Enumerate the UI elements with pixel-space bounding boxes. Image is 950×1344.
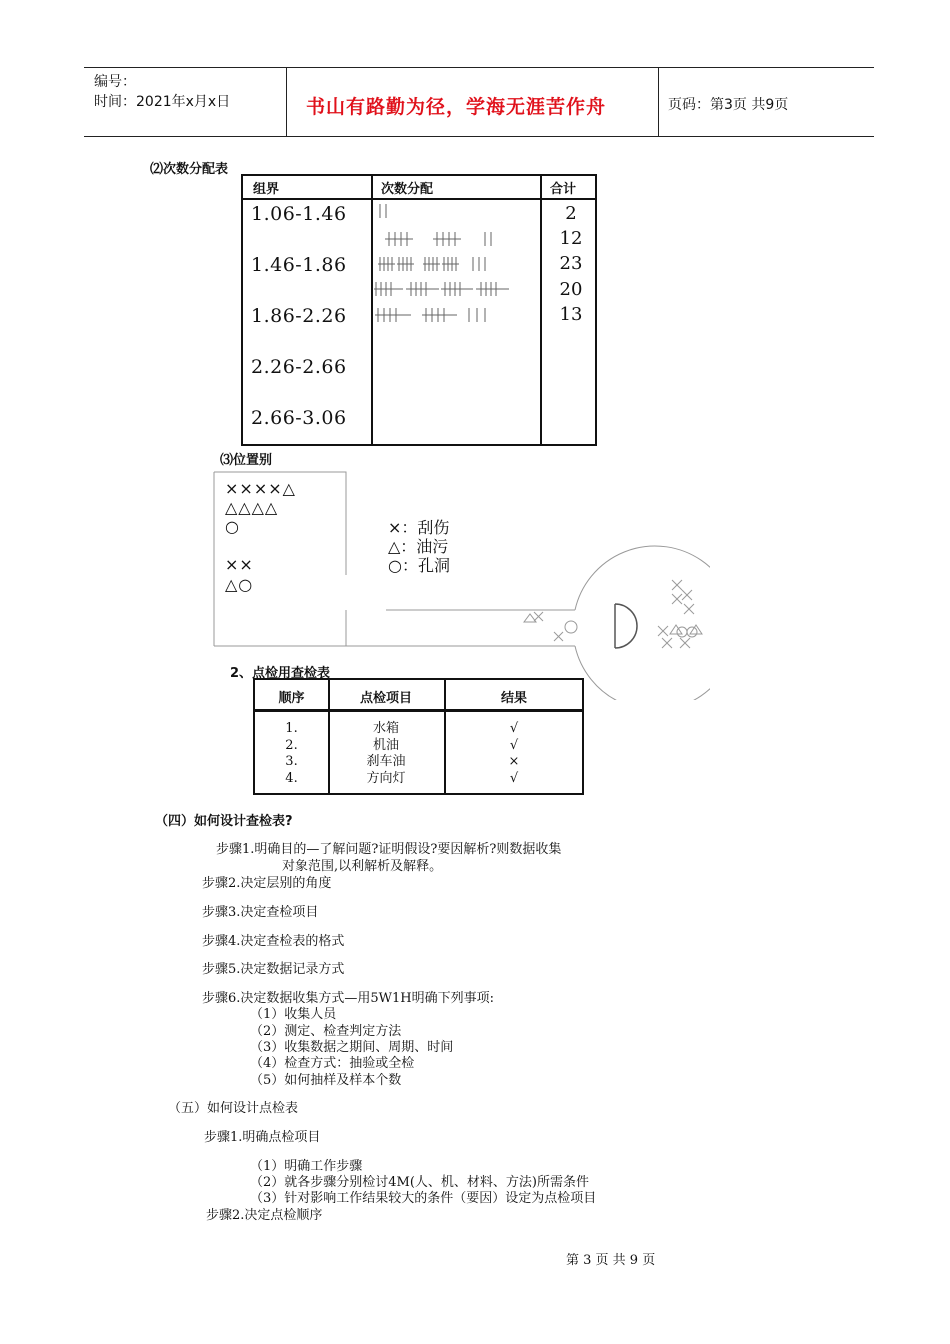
design-step1-a: 步骤1.明确目的—了解问题?证明假设?要因解析?则数据收集 bbox=[216, 842, 562, 857]
chk-header-order: 顺序 bbox=[278, 691, 305, 706]
frequency-table bbox=[241, 174, 597, 446]
chk-result-1: √ bbox=[509, 721, 519, 736]
design-step6-item-5: （5）如何抽样及样本个数 bbox=[250, 1073, 402, 1088]
design-step4: 步骤4.决定查检表的格式 bbox=[202, 934, 345, 949]
chk-item-2: 机油 bbox=[372, 738, 399, 753]
tally-row-3 bbox=[378, 257, 485, 271]
design-step6-item-3: （3）收集数据之期间、周期、时间 bbox=[250, 1040, 454, 1055]
point-section-title: （五）如何设计点检表 bbox=[168, 1101, 299, 1116]
freq-total-5: 13 bbox=[559, 304, 583, 325]
freq-range-2: 1.46-1.86 bbox=[251, 254, 347, 276]
chk-result-3: × bbox=[508, 754, 520, 769]
footer-page-number: 第 3 页 共 9 页 bbox=[566, 1253, 656, 1268]
freq-range-4: 2.26-2.66 bbox=[251, 356, 347, 378]
freq-range-3: 1.86-2.26 bbox=[251, 305, 347, 327]
point-step1-item-3: （3）针对影响工作结果较大的条件（要因）设定为点检项目 bbox=[250, 1191, 597, 1206]
check-table bbox=[253, 678, 584, 795]
header-page-label: 页码：第3页 共9页 bbox=[668, 97, 789, 113]
design-step6-item-2: （2）测定、检查判定方法 bbox=[250, 1024, 402, 1039]
header-bottom-rule bbox=[84, 136, 874, 137]
design-step2: 步骤2.决定层别的角度 bbox=[202, 876, 332, 891]
point-step2: 步骤2.决定点检顺序 bbox=[206, 1208, 323, 1223]
check-table-title: 2、点检用查检表 bbox=[230, 666, 331, 681]
position-marks-1: ××××△ bbox=[225, 479, 296, 498]
position-marks-3: ○ bbox=[225, 517, 239, 536]
legend-hole: ○：孔洞 bbox=[388, 556, 450, 575]
freq-total-4: 20 bbox=[559, 279, 583, 300]
chk-result-4: √ bbox=[509, 771, 519, 786]
tally-marks bbox=[373, 200, 539, 330]
design-step6-item-4: （4）检查方式：抽验或全检 bbox=[250, 1056, 415, 1071]
design-step3: 步骤3.决定查检项目 bbox=[202, 905, 319, 920]
design-section-title: （四）如何设计查检表? bbox=[155, 814, 293, 829]
chk-no-3: 3. bbox=[285, 754, 298, 769]
design-step5: 步骤5.决定数据记录方式 bbox=[202, 962, 345, 977]
position-marks-4: ×× bbox=[225, 555, 254, 574]
defect-marks bbox=[524, 580, 702, 648]
header-top-rule bbox=[84, 67, 874, 68]
tally-row-4 bbox=[374, 282, 509, 296]
position-title: ⑶位置别 bbox=[220, 453, 273, 468]
position-marks-2: △△△△ bbox=[225, 498, 279, 517]
tally-row-2 bbox=[385, 232, 491, 246]
header-divider-left bbox=[286, 67, 287, 137]
chk-no-2: 2. bbox=[285, 738, 298, 753]
point-step1-item-1: （1）明确工作步骤 bbox=[250, 1159, 363, 1174]
freq-range-1: 1.06-1.46 bbox=[251, 203, 347, 225]
header-divider-right bbox=[658, 67, 659, 137]
freq-total-3: 23 bbox=[559, 253, 583, 274]
design-step6-item-1: （1）收集人员 bbox=[250, 1007, 337, 1022]
chk-header-item: 点检项目 bbox=[359, 691, 412, 706]
chk-header-result: 结果 bbox=[500, 691, 527, 706]
freq-header-range: 组界 bbox=[253, 182, 280, 197]
header-number-label: 编号： bbox=[94, 74, 136, 90]
chk-item-1: 水箱 bbox=[372, 721, 399, 736]
freq-total-2: 12 bbox=[559, 228, 583, 249]
tally-row-1 bbox=[380, 204, 386, 218]
freq-total-1: 2 bbox=[565, 203, 577, 224]
chk-item-3: 刹车油 bbox=[366, 754, 406, 769]
design-step1-b: 对象范围,以利解析及解释。 bbox=[282, 859, 443, 874]
legend-scratch: ×：刮伤 bbox=[388, 518, 450, 537]
chk-item-4: 方向灯 bbox=[366, 771, 406, 786]
header-time-label: 时间：2021年x月x日 bbox=[94, 94, 231, 110]
freq-table-title: ⑵次数分配表 bbox=[150, 162, 229, 177]
freq-header-total: 合计 bbox=[550, 182, 577, 197]
freq-header-tally: 次数分配 bbox=[381, 182, 434, 197]
design-step6: 步骤6.决定数据收集方式—用5W1H明确下列事项: bbox=[202, 991, 495, 1006]
point-step1: 步骤1.明确点检项目 bbox=[204, 1130, 321, 1145]
chk-no-1: 1. bbox=[285, 721, 298, 736]
chk-result-2: √ bbox=[509, 738, 519, 753]
freq-col-divider-2 bbox=[540, 176, 542, 444]
point-step1-item-2: （2）就各步骤分别检讨4M(人、机、材料、方法)所需条件 bbox=[250, 1175, 589, 1190]
header-motto: 书山有路勤为径，学海无涯苦作舟 bbox=[306, 96, 607, 118]
position-marks-5: △○ bbox=[225, 575, 254, 594]
chk-no-4: 4. bbox=[285, 771, 298, 786]
tally-row-5 bbox=[375, 308, 485, 322]
freq-range-5: 2.66-3.06 bbox=[251, 407, 347, 429]
legend-oil: △：油污 bbox=[388, 537, 449, 556]
chk-header-rule-2 bbox=[255, 711, 582, 712]
